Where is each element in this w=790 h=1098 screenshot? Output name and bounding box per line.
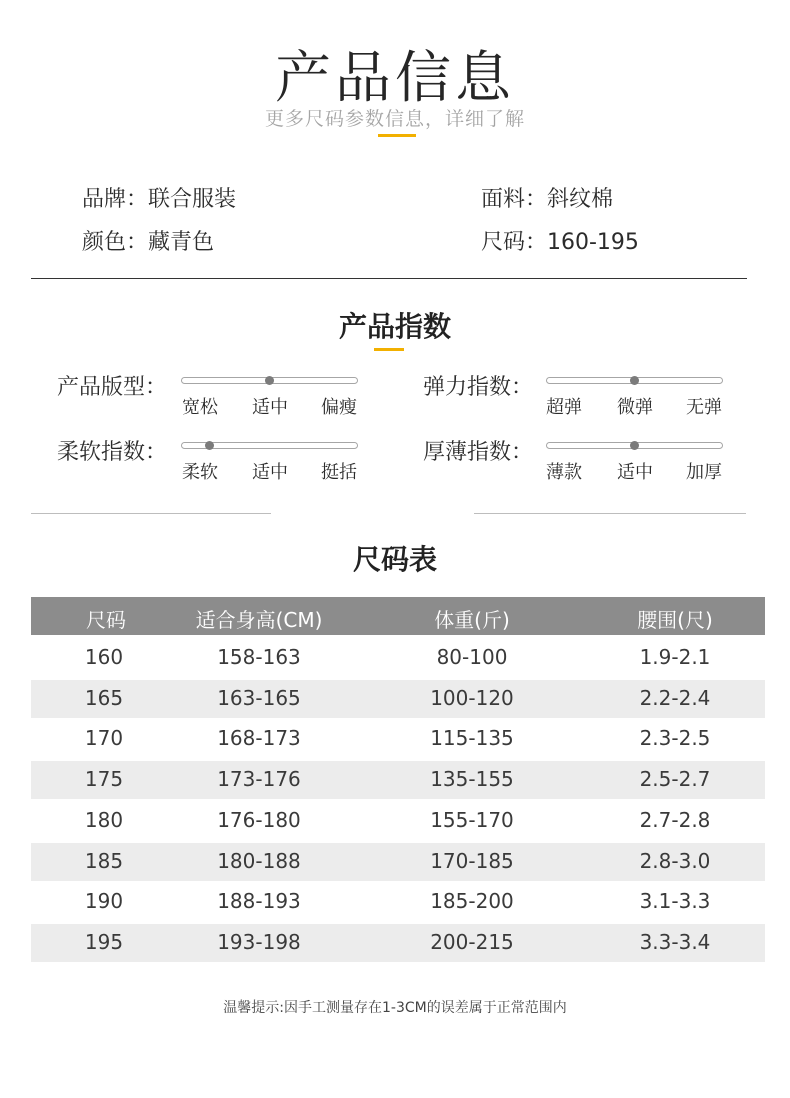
table-cell: 190 [84,889,124,914]
index-section-title: 产品指数 [338,310,451,343]
column-header-height: 适合身高(CM) [195,608,323,632]
index-level-marker [630,441,639,450]
table-cell: 173-176 [217,767,301,792]
index-option: 微弹 [617,397,653,418]
table-cell: 100-120 [430,685,514,710]
table-cell: 180-188 [217,848,301,873]
index-option: 无弹 [686,397,722,418]
info-size: 尺码：160-195 [481,230,639,255]
info-color: 颜色：藏青色 [82,230,215,255]
measurement-note: 温馨提示:因手工测量存在1-3CM的误差属于正常范围内 [223,1000,567,1016]
index-option: 适中 [617,462,653,483]
divider-right [474,513,746,514]
index-option: 柔软 [182,462,218,483]
info-fabric: 面料：斜纹棉 [481,187,614,212]
index-option: 偏瘦 [321,397,357,418]
table-cell: 115-135 [430,726,514,751]
table-cell: 170 [84,726,124,751]
index-label: 弹力指数： [423,375,534,400]
index-label: 厚薄指数： [423,440,534,465]
table-cell: 2.2-2.4 [639,685,711,710]
index-level-marker [630,376,639,385]
table-cell: 165 [84,685,124,710]
index-option: 宽松 [182,397,218,418]
table-cell: 2.5-2.7 [639,767,711,792]
table-cell: 160 [84,645,124,669]
info-brand: 品牌：联合服装 [82,187,237,212]
table-cell: 3.3-3.4 [639,929,711,954]
table-cell: 155-170 [430,807,514,832]
table-cell: 175 [84,767,124,792]
table-cell: 1.9-2.1 [639,645,711,669]
table-cell: 2.8-3.0 [639,848,711,873]
page-subtitle: 更多尺码参数信息，详细了解 [264,108,525,130]
index-accent-bar [374,348,404,351]
size-table-title: 尺码表 [352,543,437,576]
index-label: 柔软指数： [57,440,168,465]
table-cell: 180 [84,807,124,832]
title-accent-bar [378,134,416,137]
table-cell: 3.1-3.3 [639,889,711,914]
table-cell: 80-100 [436,645,508,669]
table-cell: 200-215 [430,929,514,954]
table-cell: 176-180 [217,807,301,832]
index-level-marker [265,376,274,385]
table-cell: 168-173 [217,726,301,751]
index-option: 挺括 [321,462,357,483]
table-cell: 163-165 [217,685,301,710]
index-option: 适中 [252,462,288,483]
index-option: 加厚 [686,462,722,483]
index-option: 薄款 [546,462,582,483]
table-cell: 185-200 [430,889,514,914]
table-cell: 135-155 [430,767,514,792]
divider [31,278,747,279]
table-cell: 2.3-2.5 [639,726,711,751]
table-cell: 188-193 [217,889,301,914]
table-cell: 2.7-2.8 [639,807,711,832]
table-cell: 193-198 [217,929,301,954]
index-option: 超弹 [546,397,582,418]
column-header-size: 尺码 [86,608,126,632]
table-cell: 170-185 [430,848,514,873]
table-cell: 158-163 [217,645,301,669]
index-option: 适中 [252,397,288,418]
divider-left [31,513,271,514]
table-cell: 185 [84,848,124,873]
table-cell: 195 [84,929,124,954]
column-header-weight: 体重(斤) [434,608,510,632]
index-label: 产品版型： [57,375,168,400]
column-header-waist: 腰围(尺) [637,608,713,632]
page-title: 产品信息 [275,46,515,111]
